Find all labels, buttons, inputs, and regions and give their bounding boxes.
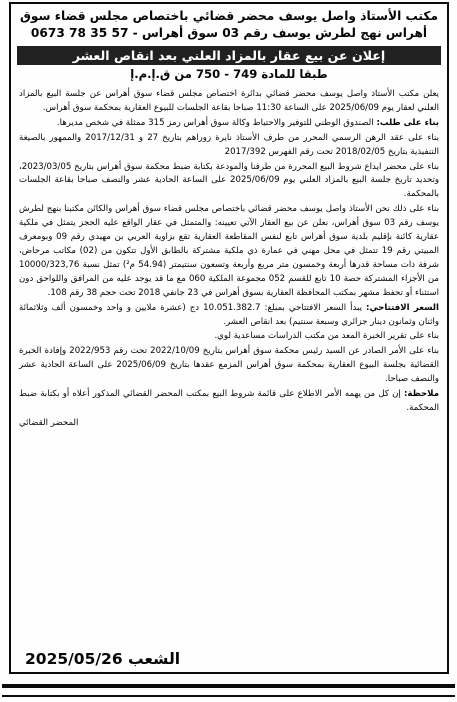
paragraph-court-order: بناء على الأمر الصادر عن السيد رئيس محكمة سوق أهراس بتاريخ 2022/10/09 تحت رقم 2022/953 وإفادة الخبرة القضائية بجلسة البيوع العقارية بمحكمة سوق أهراس المزمع عقدها بتاريخ 2025/06/09 على الساعة الحادية عشر والنصف صباحا. [19,346,440,385]
notice-legal-reference: طبقا للمادة 749 - 750 من ق.إ.م.إ [130,67,328,81]
opening-price-label: السعر الافتتاحي: [366,302,439,313]
publication-date: 2025/05/26 [25,650,123,668]
paragraph-requester [19,117,439,131]
opening-price-text: يبدأ السعر الافتتاحي بمبلغ: 10.051.382.7 دج (عشرة ملايين و واحد وخمسون ألف وثلاثمائة واثنان وثمانون دينار جزائري وسبعة سنتيم) بعد انقاص العشر. [19,302,439,327]
requester-label: بناء على طلب: [376,117,439,128]
signature-label: المحضر القضائي [19,417,79,428]
legal-notice-box [9,2,449,674]
header-address: أهراس نهج لطرش يوسف رقم 03 سوق أهراس - [132,26,428,40]
paragraph-announcement: يعلن مكتب الأستاذ واصل يوسف محضر قضائي بدائرة اختصاص مجلس قضاء سوق أهراس عن جلسة البيع بالمزاد العلني لعقار يوم 2025/06/09 على الساعة 11:30 صباحا بقاعة الجلسات للبيوع العقارية بمحكمة سوق أهراس. [19,89,439,113]
note-text: إن كل من يهمه الأمر الاطلاع على قائمة شروط البيع بمكتب المحضر القضائي المذكور أعلاه أو بكتابة ضبط المحكمة. [19,389,439,413]
paragraph-property-description: بناء على ذلك نحن الأستاذ واصل يوسف محضر قضائي باختصاص مجلس قضاء سوق أهراس والكائن مكتبنا بنهج لطرش يوسف رقم 03 سوق أهراس، نعلن عن بيع العقار الآتي تعيينه: والمتمثل في عقار الواقع عليه الحجز يتمثل في ملكية عقارية كائنة بإقليم بلدية سوق أهراس تابع لنفس المقاطعة العقارية تقع بزاوية العربي بن مهيدي رقم 09 وبومعرف المبيتي رقم 19 تتمثل في محل مهني في عمارة ذي ملكية مشتركة بالطابق الأول تتكون من (02) مكاتب مرحاض، شرفة ذات مساحة قدرها أربعة وخمسون متر مربع وأربعة وتسعون سنتيمتر (54.94 م²) تمثل نسبة 10000/323,76 من الأجزاء المشتركة حصة 10 تابع للقسم 052 مجموعة الملكية 060 مع ما قد يوجد عليه من المرافق واللواحق دون استثناء أو تحفظ مشهر بمكتب المحافظة العقارية بسوق أهراس في 23 جانفي 2018 تحت حجم 38 رقم 108. [19,204,439,298]
header-line-1: مكتب الأستاذ واصل يوسف محضر قضائي باختصاص مجلس قضاء سوق [20,9,438,23]
paragraph-note [19,388,439,416]
page-bottom-rule [2,684,455,697]
publication-newspaper: الشعب [128,650,181,668]
header-phone: 0673 78 35 57 [30,26,129,40]
requester-text: الصندوق الوطني للتوفير والاحتياط وكالة سوق أهراس رمز 315 ممثلة في شخص مديرها. [56,117,374,128]
note-label: ملاحظة: [403,389,440,400]
paragraph-opening-price [19,302,439,330]
publication-footer [25,650,180,668]
header-line-2 [19,25,439,42]
notice-title-banner: إعلان عن بيع عقار بالمزاد العلني بعد انقاص العشر [17,46,441,65]
paragraph-expert-report: بناء على تقرير الخبرة المعد من مكتب الدراسات مساعدية لوي. [214,331,439,342]
signature-row [19,417,439,431]
paragraph-mortgage-deed: بناء على عقد الرهن الرسمي المحرر من طرف الأستاذ نايرة زوراهم بتاريخ 27 و 2017/12/31 والممهور بالصيغة التنفيذية بتاريخ 2018/02/05 تحت رقم الفهرس 2017/392 [19,132,439,157]
paragraph-sale-conditions: بناء على محضر ايداع شروط البيع المحررة من طرفنا والمودعة بكتابة ضبط محكمة سوق أهراس بتاريخ 2023/03/05، وتحديد تاريخ جلسة البيع بالمزاد العلني يوم 2025/06/09 على الساعة الحادية عشر والنصف صباحا بقاعة الجلسات بالمحكمة. [19,161,439,200]
